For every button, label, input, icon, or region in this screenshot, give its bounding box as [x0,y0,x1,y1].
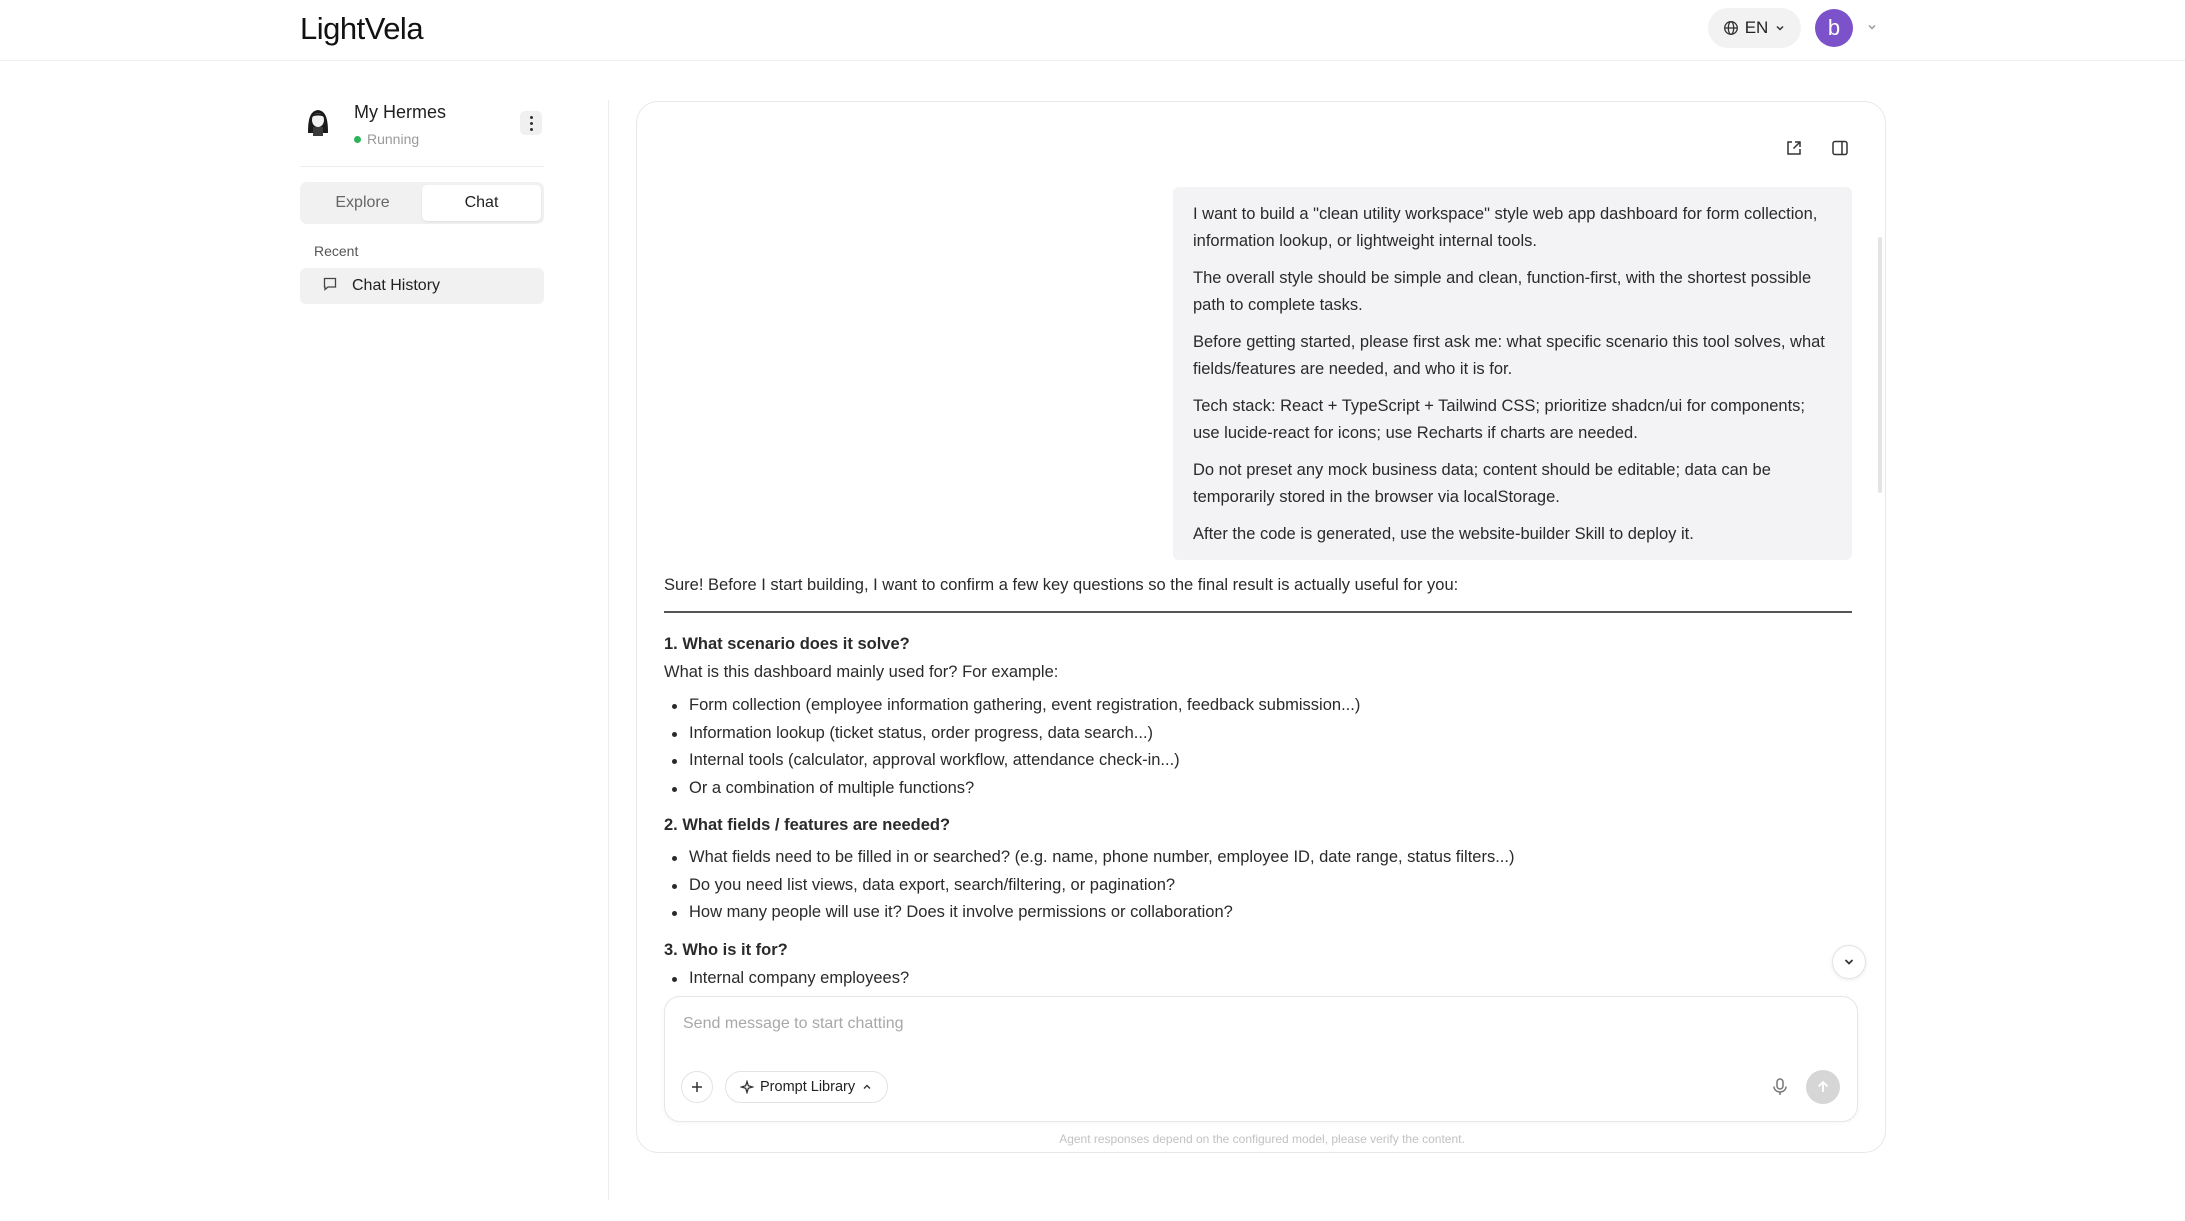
logo[interactable]: LightVela [300,11,424,46]
prompt-library-button[interactable] [725,1071,888,1103]
agent-status [354,131,419,147]
reply-intro: Sure! Before I start building, I want to confirm a few key questions so the final result is actually useful for you: [664,576,1459,594]
message-input[interactable] [683,1015,1783,1033]
language-label: EN [1744,18,1769,37]
microphone-button[interactable] [1768,1075,1792,1099]
account-chevron-icon[interactable] [1866,20,1878,38]
user-message-paragraph: After the code is generated, use the website-builder Skill to deploy it. [1193,525,1694,543]
agent-status-label: Running [367,131,420,147]
question-heading: 1. What scenario does it solve? [664,635,910,653]
agent-card [300,95,544,167]
question-list [664,844,1852,927]
question-heading: 2. What fields / features are needed? [664,816,951,834]
question-list [664,692,1852,802]
user-message-paragraph: Tech stack: React + TypeScript + Tailwind CSS; prioritize shadcn/ui for components; use lucide-react for icons; use Recharts if charts are needed. [1193,397,1806,442]
chevron-down-icon [1842,955,1856,969]
sparkle-icon [740,1080,754,1094]
list-item: Information lookup (ticket status, order progress, data search...) [664,720,1852,748]
plus-icon [690,1080,704,1094]
more-options-icon[interactable] [520,111,542,135]
assistant-reply [664,572,1852,992]
top-bar [0,0,2185,61]
prompt-library-label: Prompt Library [760,1079,856,1095]
chevron-down-icon [1774,22,1786,34]
divider [664,611,1852,613]
question-subtext: What is this dashboard mainly used for? For example: [664,663,1059,681]
user-avatar[interactable]: b [1815,9,1853,47]
disclaimer: Agent responses depend on the configured model, please verify the content. [1059,1132,1465,1146]
chat-panel [636,101,1886,1153]
chevron-up-icon [861,1081,873,1093]
tab-explore[interactable]: Explore [335,194,390,211]
sidebar-item-chat-history[interactable] [300,268,544,304]
user-message [1173,187,1852,560]
question-list [664,965,1852,993]
share-icon[interactable] [1782,136,1806,160]
list-item: What fields need to be filled in or searched? (e.g. name, phone number, employee ID, date range, status filters...) [664,844,1852,872]
list-item: Do you need list views, data export, search/filtering, or pagination? [664,872,1852,900]
scrollbar[interactable] [1878,237,1882,493]
scroll-to-bottom-button[interactable] [1832,945,1866,979]
message-square-icon [322,276,338,297]
sidebar-divider [608,100,609,1200]
message-composer [664,996,1858,1122]
arrow-up-icon [1815,1079,1831,1095]
user-message-paragraph: I want to build a "clean utility workspace" style web app dashboard for form collection, information lookup, or lightweight internal tools. [1193,205,1818,250]
list-item: Form collection (employee information gathering, event registration, feedback submission...) [664,692,1852,720]
panel-toggle-icon[interactable] [1828,136,1852,160]
history-item-label: Chat History [352,277,441,294]
recent-label: Recent [314,243,359,259]
sidebar [300,95,544,294]
user-message-paragraph: Before getting started, please first ask me: what specific scenario this tool solves, what fields/features are needed, and who it is for. [1193,333,1825,378]
mode-tabs [300,182,544,224]
tab-chat[interactable]: Chat [422,185,541,221]
list-item: Or a combination of multiple functions? [664,775,1852,803]
list-item: How many people will use it? Does it involve permissions or collaboration? [664,899,1852,927]
status-dot-icon [354,136,361,143]
agent-name: My Hermes [354,102,447,122]
language-selector[interactable] [1708,8,1801,48]
list-item: Internal tools (calculator, approval workflow, attendance check-in...) [664,747,1852,775]
send-button[interactable] [1806,1070,1840,1104]
agent-avatar [300,103,336,139]
microphone-icon [1771,1077,1789,1097]
user-message-paragraph: Do not preset any mock business data; content should be editable; data can be temporarily stored in the browser via localStorage. [1193,461,1771,506]
list-item: Internal company employees? [664,965,1852,993]
attach-button[interactable] [681,1071,713,1103]
question-heading: 3. Who is it for? [664,940,788,959]
globe-icon [1723,20,1739,36]
user-message-paragraph: The overall style should be simple and clean, function-first, with the shortest possible path to complete tasks. [1193,269,1812,314]
